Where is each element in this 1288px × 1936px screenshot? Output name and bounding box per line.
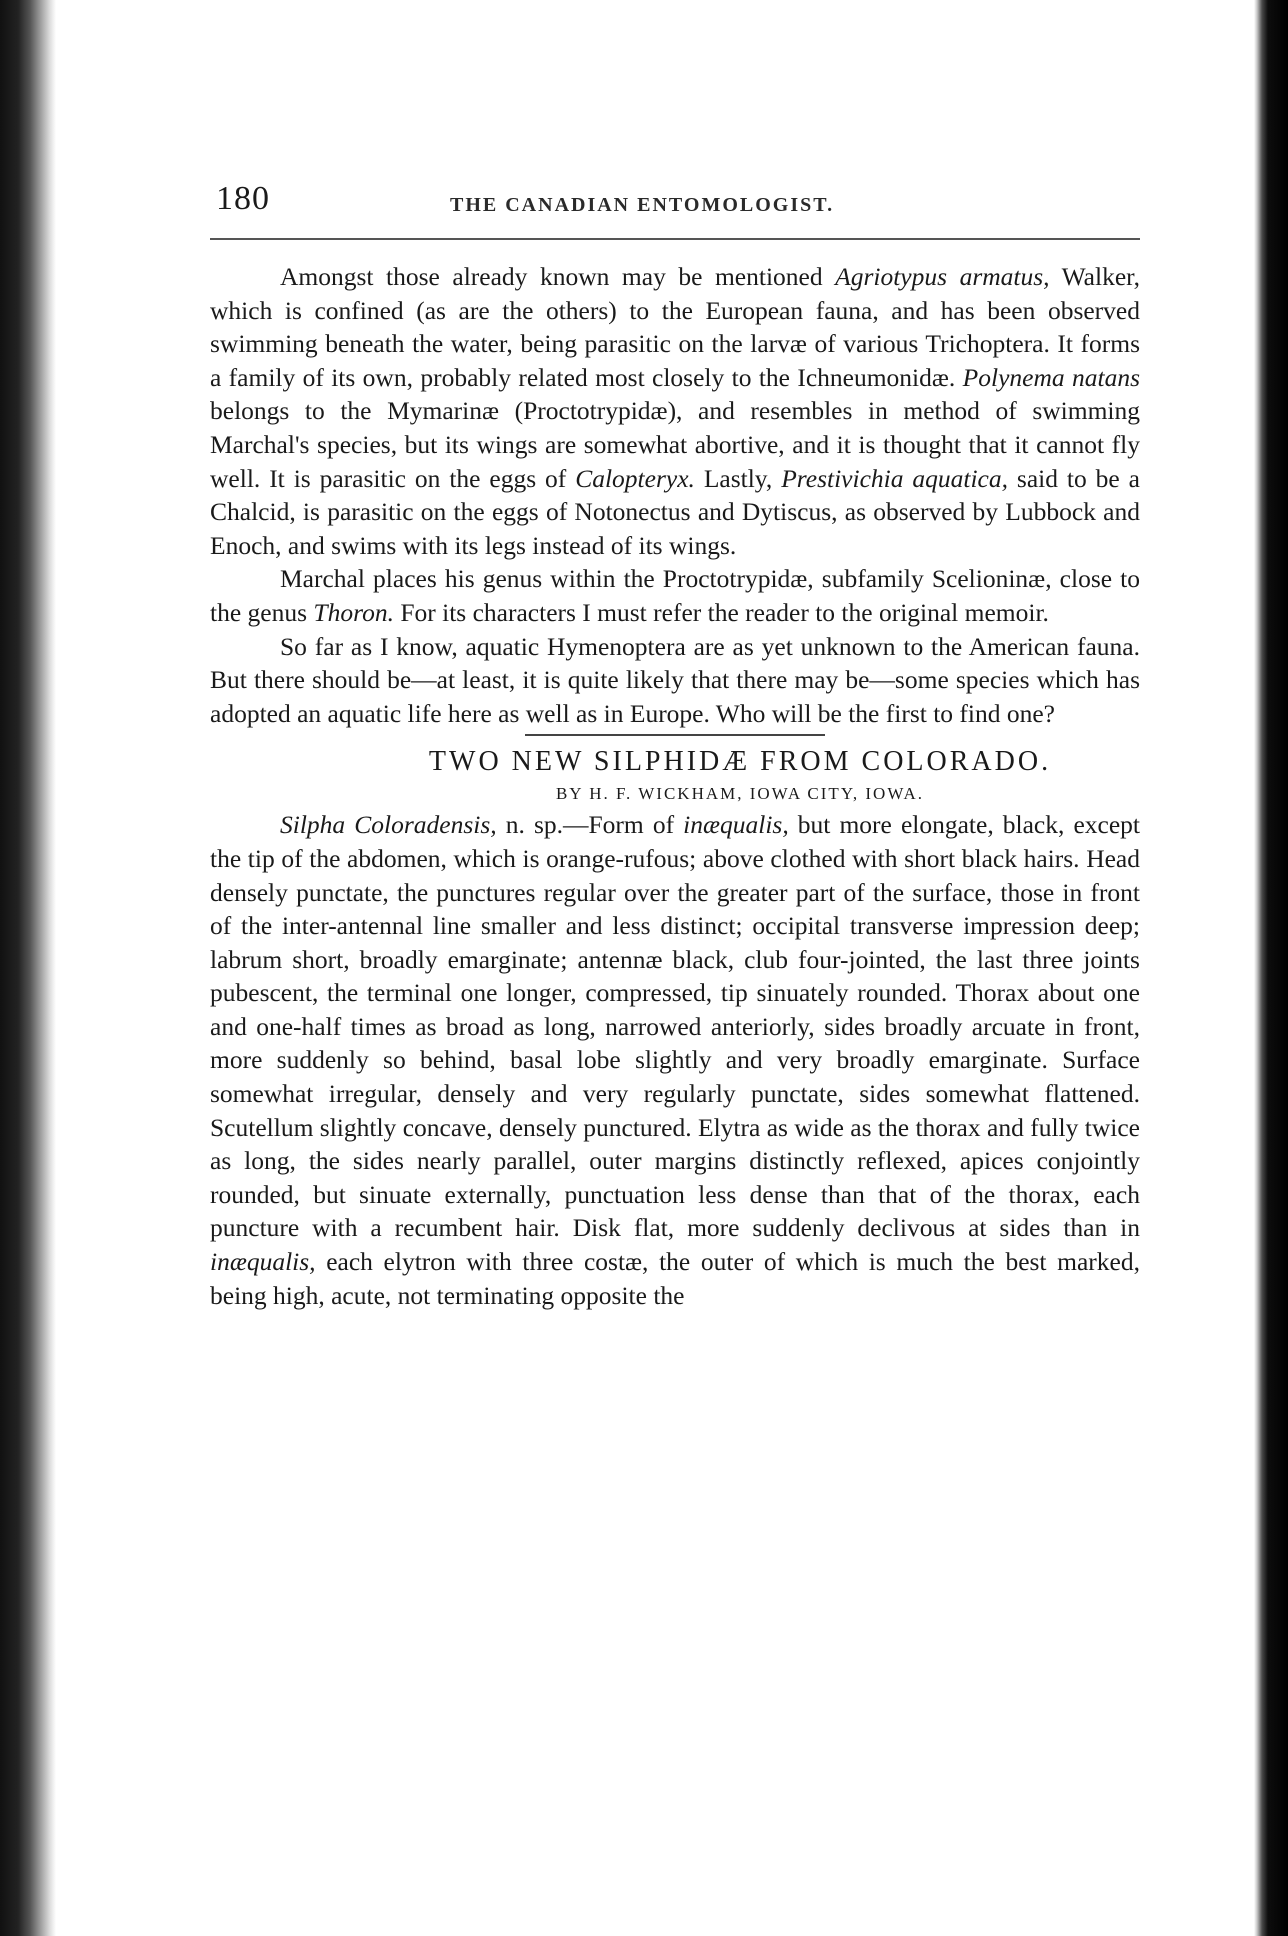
species-name: Silpha Coloradensis, <box>280 810 497 840</box>
paragraph-american-fauna: So far as I know, aquatic Hymenoptera are as yet unknown to the American fauna. But there should be—at least, it is quite likely that there may be—some species which has adopted an aquatic life here as well as in Europe. Who will be the first to find one? <box>210 631 1140 728</box>
text-run: n. sp.—Form of <box>496 810 684 840</box>
page-number: 180 <box>216 180 270 217</box>
species-name: Agriotypus armatus, <box>835 262 1050 291</box>
text-run: Walker, which is confined (as are the others) to the European fauna, and has been observed swimming beneath the water, being parasitic on the larvæ of various Trichoptera. It forms a family of its own, probably related most closely to the Ichneumonidæ. <box>210 262 1140 392</box>
header-rule <box>210 238 1140 240</box>
species-name: inæqualis, <box>683 810 789 840</box>
text-run: Marchal places his genus within the Proctotrypidæ, subfamily Scelioninæ, close to the genus <box>210 564 1140 627</box>
genus-name: Calopteryx. <box>575 463 695 493</box>
text-run: For its characters I must refer the reader to the original memoir. <box>393 597 1049 627</box>
author-byline: BY H. F. WICKHAM, IOWA CITY, IOWA. <box>555 784 925 804</box>
journal-title: THE CANADIAN ENTOMOLOGIST. <box>450 194 835 216</box>
genus-name: Thoron. <box>313 597 394 627</box>
species-name: Prestivichia aquatica, <box>781 463 1009 493</box>
scan-page-edge <box>1254 0 1288 1936</box>
scan-binding-shadow <box>0 0 56 1936</box>
running-head <box>210 170 1140 222</box>
section-divider <box>525 734 825 736</box>
section-title: TWO NEW SILPHIDÆ FROM COLORADO. <box>428 746 1052 778</box>
paragraph-marchal-genus <box>210 562 1140 629</box>
text-run: Amongst those already known may be mentioned <box>280 262 836 291</box>
journal-page <box>210 170 1140 1310</box>
paragraph-silpha-coloradensis <box>210 808 1140 1312</box>
article-body <box>210 260 1140 1312</box>
text-run: belongs to the Mymarinæ (Proctotrypidæ), and resembles in method of swimming Marchal's species, but its wings are somewhat abortive, and it is thought that it cannot fly well. It is parasitic on the eggs of <box>210 396 1140 493</box>
text-run: but more elongate, black, except the tip of the abdomen, which is orange-rufous; above clothed with short black hairs. Head densely punctate, the punctures regular over the greater part of the surface, those in front of the inter-antennal line smaller and less distinct; occipital transverse impression deep; labrum short, broadly emarginate; antennæ black, club four-jointed, the last three joints pubescent, the terminal one longer, compressed, tip sinuately rounded. Thorax about one and one-half times as broad as long, narrowed anteriorly, sides broadly arcuate in front, more suddenly so behind, basal lobe slightly and very broadly emarginate. Surface somewhat irregular, densely and very regularly punctate, sides somewhat flattened. Scutellum slightly concave, densely punctured. Elytra as wide as the thorax and fully twice as long, the sides nearly parallel, outer margins distinctly reflexed, apices conjointly rounded, but sinuate externally, punctuation less dense than that of the thorax, each puncture with a recumbent hair. Disk flat, more suddenly declivous at sides than in <box>210 810 1140 1243</box>
species-name: inæqualis, <box>210 1247 316 1277</box>
text-run: each elytron with three costæ, the outer of which is much the best marked, being high, acute, not terminating opposite the <box>210 1247 1140 1310</box>
paragraph-aquatic-hymenoptera <box>210 260 1140 562</box>
text-run: Lastly, <box>694 463 782 493</box>
text-run: said to be a Chalcid, is parasitic on the eggs of Notonectus and Dytiscus, as observed by Lubbock and Enoch, and swims with its legs instead of its wings. <box>210 463 1140 560</box>
species-name: Polynema natans <box>962 362 1140 392</box>
